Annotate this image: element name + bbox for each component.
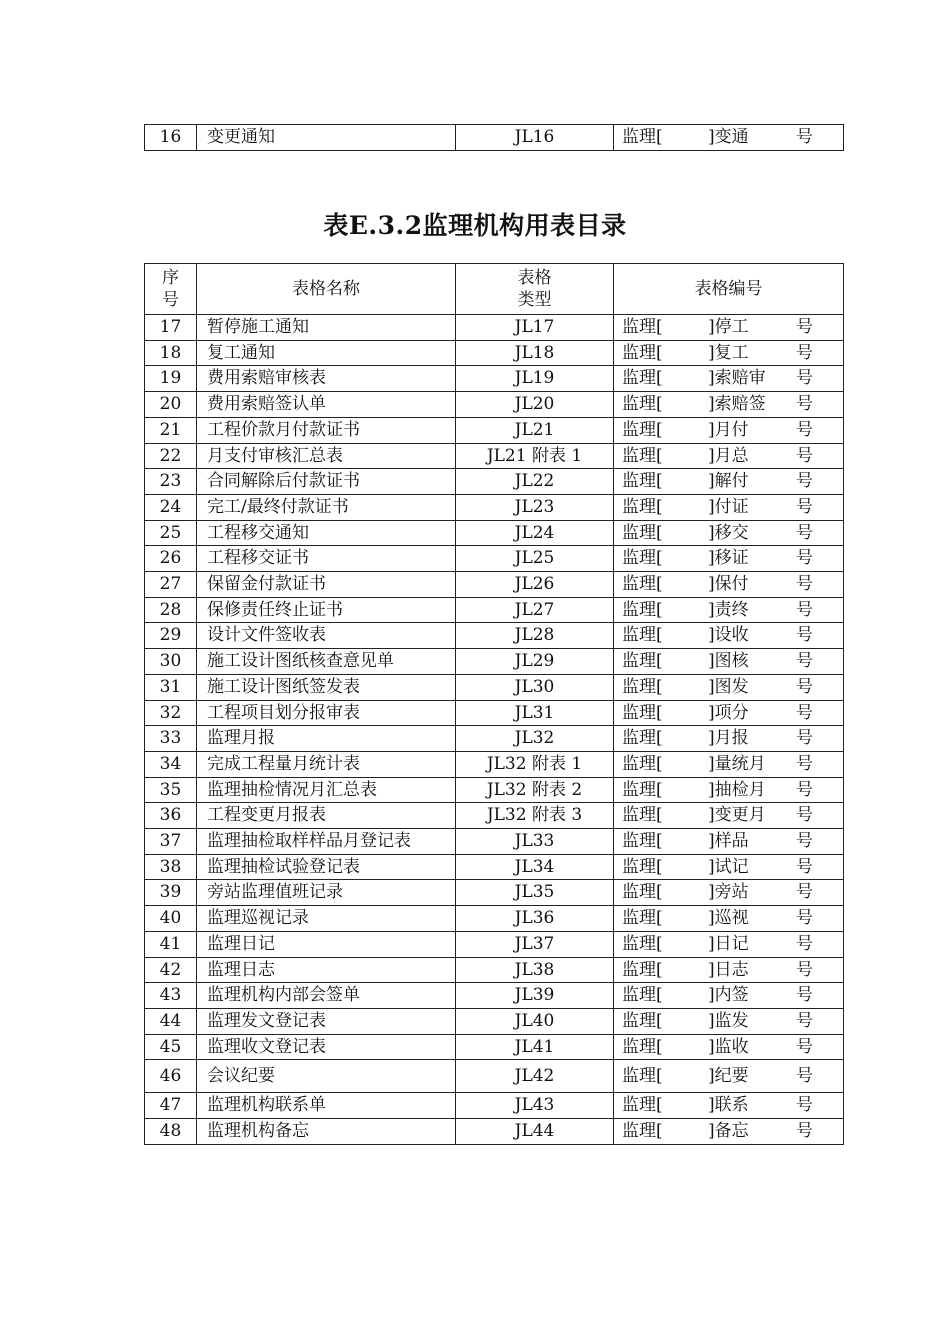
form-code-prefix: 监理[ <box>622 985 663 1006</box>
form-code <box>614 700 844 726</box>
form-code-abbr: ]日志 <box>708 959 749 980</box>
form-name: 复工通知 <box>197 340 456 366</box>
form-code-abbr: ]监收 <box>708 1036 749 1057</box>
form-code-suffix: 号 <box>796 676 813 697</box>
form-code-prefix: 监理[ <box>622 394 663 415</box>
form-type: JL28 <box>456 623 614 649</box>
form-code <box>614 520 844 546</box>
form-code-suffix: 号 <box>796 127 813 147</box>
form-code-abbr: ]停工 <box>708 317 749 337</box>
form-code-abbr: ]变通 <box>708 127 749 147</box>
header-name-text: 表格名称 <box>292 279 360 299</box>
row-number: 39 <box>145 880 197 906</box>
row-number: 31 <box>145 674 197 700</box>
row-number: 22 <box>145 443 197 469</box>
row-number: 20 <box>145 392 197 418</box>
form-code <box>614 854 844 880</box>
form-type: JL18 <box>456 340 614 366</box>
form-type: JL40 <box>456 1008 614 1034</box>
form-name: 监理日志 <box>197 957 456 983</box>
form-type: JL27 <box>456 597 614 623</box>
form-name: 监理机构备忘 <box>197 1119 456 1145</box>
form-name: 完工/最终付款证书 <box>197 494 456 520</box>
form-code <box>614 1119 844 1145</box>
form-type: JL20 <box>456 392 614 418</box>
form-type: JL30 <box>456 674 614 700</box>
form-code-suffix: 号 <box>796 1066 813 1087</box>
form-code-abbr: ]移交 <box>708 522 749 543</box>
form-code-suffix: 号 <box>796 856 813 877</box>
form-type: JL31 <box>456 700 614 726</box>
form-type: JL32 附表 1 <box>456 751 614 777</box>
form-code-suffix: 号 <box>796 317 813 337</box>
row-number: 21 <box>145 417 197 443</box>
header-number-text: 序 号 <box>162 268 179 310</box>
form-code-prefix: 监理[ <box>622 548 663 569</box>
form-type: JL16 <box>456 125 614 151</box>
form-code-prefix: 监理[ <box>622 702 663 723</box>
header-code <box>614 264 844 315</box>
form-name: 工程价款月付款证书 <box>197 417 456 443</box>
table-row <box>145 777 844 803</box>
form-name: 设计文件签收表 <box>197 623 456 649</box>
table-row <box>145 983 844 1009</box>
form-name: 费用索赔签认单 <box>197 392 456 418</box>
previous-table-fragment <box>144 124 844 151</box>
form-code-prefix: 监理[ <box>622 574 663 595</box>
row-number: 24 <box>145 494 197 520</box>
form-code <box>614 983 844 1009</box>
row-number: 25 <box>145 520 197 546</box>
form-code-abbr: ]变更月 <box>708 805 766 826</box>
form-type: JL29 <box>456 649 614 675</box>
form-name: 工程移交证书 <box>197 546 456 572</box>
row-number: 29 <box>145 623 197 649</box>
form-code-suffix: 号 <box>796 342 813 363</box>
form-name: 月支付审核汇总表 <box>197 443 456 469</box>
form-name: 监理巡视记录 <box>197 906 456 932</box>
form-name: 旁站监理值班记录 <box>197 880 456 906</box>
form-code-abbr: ]试记 <box>708 856 749 877</box>
row-number: 37 <box>145 829 197 855</box>
form-code <box>614 726 844 752</box>
form-code-prefix: 监理[ <box>622 625 663 646</box>
row-number: 17 <box>145 315 197 341</box>
form-code-abbr: ]保付 <box>708 574 749 595</box>
table-title: 表E.3.2监理机构用表目录 <box>323 211 627 240</box>
row-number: 48 <box>145 1119 197 1145</box>
form-type: JL32 <box>456 726 614 752</box>
row-number: 44 <box>145 1008 197 1034</box>
table-row <box>145 340 844 366</box>
form-code-suffix: 号 <box>796 522 813 543</box>
form-code <box>614 829 844 855</box>
table-row <box>145 417 844 443</box>
form-code-abbr: ]移证 <box>708 548 749 569</box>
form-name: 合同解除后付款证书 <box>197 469 456 495</box>
form-code-prefix: 监理[ <box>622 728 663 749</box>
form-code-suffix: 号 <box>796 1121 813 1142</box>
form-code-suffix: 号 <box>796 959 813 980</box>
form-type: JL32 附表 2 <box>456 777 614 803</box>
form-code <box>614 392 844 418</box>
form-code-suffix: 号 <box>796 574 813 595</box>
form-name: 会议纪要 <box>197 1060 456 1093</box>
table-row <box>145 125 844 151</box>
form-code-prefix: 监理[ <box>622 496 663 517</box>
row-number: 18 <box>145 340 197 366</box>
table-row <box>145 494 844 520</box>
form-name: 监理收文登记表 <box>197 1034 456 1060</box>
form-code <box>614 803 844 829</box>
form-name: 监理机构联系单 <box>197 1093 456 1119</box>
form-name: 保留金付款证书 <box>197 572 456 598</box>
form-code-abbr: ]量统月 <box>708 753 766 774</box>
form-code-abbr: ]付证 <box>708 496 749 517</box>
form-code-prefix: 监理[ <box>622 805 663 826</box>
row-number: 40 <box>145 906 197 932</box>
form-code-abbr: ]巡视 <box>708 908 749 929</box>
form-type: JL24 <box>456 520 614 546</box>
form-type: JL44 <box>456 1119 614 1145</box>
table-row <box>145 443 844 469</box>
table-row <box>145 597 844 623</box>
form-code <box>614 315 844 341</box>
form-name: 监理抽检取样样品月登记表 <box>197 829 456 855</box>
form-name: 暂停施工通知 <box>197 315 456 341</box>
form-code-prefix: 监理[ <box>622 1010 663 1031</box>
form-code-suffix: 号 <box>796 1095 813 1116</box>
form-type: JL41 <box>456 1034 614 1060</box>
form-code-abbr: ]责终 <box>708 599 749 620</box>
form-code-prefix: 监理[ <box>622 1095 663 1116</box>
form-name: 监理抽检情况月汇总表 <box>197 777 456 803</box>
form-name: 变更通知 <box>197 125 456 151</box>
form-type: JL37 <box>456 931 614 957</box>
table-row <box>145 803 844 829</box>
form-name: 施工设计图纸核查意见单 <box>197 649 456 675</box>
row-number: 19 <box>145 366 197 392</box>
form-code-abbr: ]图发 <box>708 676 749 697</box>
form-type: JL26 <box>456 572 614 598</box>
form-code <box>614 649 844 675</box>
form-name: 工程项目划分报审表 <box>197 700 456 726</box>
form-name: 保修责任终止证书 <box>197 597 456 623</box>
form-code-abbr: ]月总 <box>708 445 749 466</box>
table-row <box>145 906 844 932</box>
form-code <box>614 469 844 495</box>
form-type: JL17 <box>456 315 614 341</box>
form-code-prefix: 监理[ <box>622 933 663 954</box>
row-number: 41 <box>145 931 197 957</box>
form-name: 工程变更月报表 <box>197 803 456 829</box>
form-code-abbr: ]日记 <box>708 933 749 954</box>
table-row <box>145 469 844 495</box>
row-number: 35 <box>145 777 197 803</box>
form-code <box>614 1093 844 1119</box>
form-code <box>614 931 844 957</box>
form-code <box>614 623 844 649</box>
form-code-prefix: 监理[ <box>622 317 663 337</box>
form-code-abbr: ]项分 <box>708 702 749 723</box>
table-row <box>145 854 844 880</box>
form-code-abbr: ]旁站 <box>708 882 749 903</box>
form-code-suffix: 号 <box>796 471 813 492</box>
table-row <box>145 520 844 546</box>
form-code <box>614 1008 844 1034</box>
form-code-suffix: 号 <box>796 548 813 569</box>
form-name: 监理日记 <box>197 931 456 957</box>
form-code-suffix: 号 <box>796 625 813 646</box>
form-code-abbr: ]月付 <box>708 419 749 440</box>
form-name: 工程移交通知 <box>197 520 456 546</box>
form-code-suffix: 号 <box>796 753 813 774</box>
form-code-suffix: 号 <box>796 445 813 466</box>
form-code-abbr: ]图核 <box>708 651 749 672</box>
form-code-suffix: 号 <box>796 368 813 389</box>
row-number: 38 <box>145 854 197 880</box>
form-code <box>614 546 844 572</box>
form-code-abbr: ]设收 <box>708 625 749 646</box>
form-code <box>614 494 844 520</box>
form-code <box>614 125 844 151</box>
form-code-suffix: 号 <box>796 882 813 903</box>
form-name: 监理发文登记表 <box>197 1008 456 1034</box>
form-type: JL34 <box>456 854 614 880</box>
form-code-abbr: ]联系 <box>708 1095 749 1116</box>
form-type: JL33 <box>456 829 614 855</box>
form-type: JL25 <box>456 546 614 572</box>
form-code <box>614 751 844 777</box>
form-code <box>614 340 844 366</box>
form-code <box>614 906 844 932</box>
form-code-prefix: 监理[ <box>622 831 663 852</box>
form-code <box>614 417 844 443</box>
form-code-abbr: ]抽检月 <box>708 779 766 800</box>
form-type: JL21 附表 1 <box>456 443 614 469</box>
form-code <box>614 597 844 623</box>
form-code-prefix: 监理[ <box>622 599 663 620</box>
form-code-prefix: 监理[ <box>622 471 663 492</box>
form-code <box>614 1034 844 1060</box>
table-header-row <box>145 264 844 315</box>
form-code <box>614 443 844 469</box>
form-code-abbr: ]样品 <box>708 831 749 852</box>
form-code-prefix: 监理[ <box>622 779 663 800</box>
form-name: 监理抽检试验登记表 <box>197 854 456 880</box>
form-code-suffix: 号 <box>796 908 813 929</box>
table-row <box>145 366 844 392</box>
form-code-suffix: 号 <box>796 394 813 415</box>
form-code-prefix: 监理[ <box>622 882 663 903</box>
form-code-prefix: 监理[ <box>622 445 663 466</box>
forms-catalog-table <box>144 263 844 1145</box>
form-code-abbr: ]监发 <box>708 1010 749 1031</box>
table-row <box>145 700 844 726</box>
form-type: JL19 <box>456 366 614 392</box>
row-number: 23 <box>145 469 197 495</box>
row-number: 34 <box>145 751 197 777</box>
row-number: 43 <box>145 983 197 1009</box>
row-number: 45 <box>145 1034 197 1060</box>
form-name: 监理机构内部会签单 <box>197 983 456 1009</box>
form-code <box>614 777 844 803</box>
form-code-prefix: 监理[ <box>622 856 663 877</box>
form-code-prefix: 监理[ <box>622 908 663 929</box>
row-number: 32 <box>145 700 197 726</box>
row-number: 26 <box>145 546 197 572</box>
form-code-suffix: 号 <box>796 599 813 620</box>
table-row <box>145 751 844 777</box>
form-code-suffix: 号 <box>796 805 813 826</box>
form-code-abbr: ]月报 <box>708 728 749 749</box>
form-type: JL39 <box>456 983 614 1009</box>
row-number: 42 <box>145 957 197 983</box>
table-row <box>145 315 844 341</box>
form-type: JL43 <box>456 1093 614 1119</box>
table-row <box>145 829 844 855</box>
table-row <box>145 931 844 957</box>
form-type: JL42 <box>456 1060 614 1093</box>
form-name: 施工设计图纸签发表 <box>197 674 456 700</box>
form-type: JL38 <box>456 957 614 983</box>
table-row <box>145 674 844 700</box>
form-code <box>614 366 844 392</box>
row-number: 46 <box>145 1060 197 1093</box>
form-code-prefix: 监理[ <box>622 959 663 980</box>
row-number: 33 <box>145 726 197 752</box>
table-row <box>145 546 844 572</box>
form-code-suffix: 号 <box>796 728 813 749</box>
form-code-suffix: 号 <box>796 419 813 440</box>
table-row <box>145 1034 844 1060</box>
form-code-prefix: 监理[ <box>622 753 663 774</box>
table-row <box>145 392 844 418</box>
form-code-suffix: 号 <box>796 985 813 1006</box>
table-row <box>145 880 844 906</box>
form-code-abbr: ]纪要 <box>708 1066 749 1087</box>
form-code <box>614 1060 844 1093</box>
header-code-text: 表格编号 <box>694 279 763 299</box>
form-code-abbr: ]索赔审 <box>708 368 766 389</box>
form-code-abbr: ]复工 <box>708 342 749 363</box>
form-code <box>614 572 844 598</box>
table-row <box>145 957 844 983</box>
form-code-prefix: 监理[ <box>622 651 663 672</box>
row-number: 28 <box>145 597 197 623</box>
form-code-prefix: 监理[ <box>622 1036 663 1057</box>
form-type: JL35 <box>456 880 614 906</box>
form-code <box>614 880 844 906</box>
header-type-text: 表格 类型 <box>517 268 552 310</box>
table-row <box>145 623 844 649</box>
table-row <box>145 1060 844 1093</box>
form-type: JL21 <box>456 417 614 443</box>
form-code <box>614 674 844 700</box>
header-number <box>145 264 197 315</box>
form-code-prefix: 监理[ <box>622 522 663 543</box>
form-code-prefix: 监理[ <box>622 368 663 389</box>
table-row <box>145 1093 844 1119</box>
row-number: 30 <box>145 649 197 675</box>
row-number: 27 <box>145 572 197 598</box>
row-number: 36 <box>145 803 197 829</box>
form-code-abbr: ]索赔签 <box>708 394 766 415</box>
table-row <box>145 726 844 752</box>
form-code-suffix: 号 <box>796 496 813 517</box>
form-code-prefix: 监理[ <box>622 419 663 440</box>
form-code-abbr: ]内签 <box>708 985 749 1006</box>
form-code-prefix: 监理[ <box>622 1066 663 1087</box>
form-code-suffix: 号 <box>796 933 813 954</box>
form-type: JL23 <box>456 494 614 520</box>
form-code-suffix: 号 <box>796 831 813 852</box>
table-row <box>145 1008 844 1034</box>
form-code-suffix: 号 <box>796 1036 813 1057</box>
form-code-prefix: 监理[ <box>622 1121 663 1142</box>
form-code-prefix: 监理[ <box>622 676 663 697</box>
form-name: 费用索赔审核表 <box>197 366 456 392</box>
form-name: 监理月报 <box>197 726 456 752</box>
row-number: 47 <box>145 1093 197 1119</box>
form-code-prefix: 监理[ <box>622 127 663 147</box>
header-type <box>456 264 614 315</box>
table-row <box>145 649 844 675</box>
table-row <box>145 1119 844 1145</box>
form-name: 完成工程量月统计表 <box>197 751 456 777</box>
form-code-suffix: 号 <box>796 702 813 723</box>
form-code-suffix: 号 <box>796 651 813 672</box>
form-code-abbr: ]解付 <box>708 471 749 492</box>
form-type: JL36 <box>456 906 614 932</box>
form-type: JL22 <box>456 469 614 495</box>
form-code-prefix: 监理[ <box>622 342 663 363</box>
row-number: 16 <box>145 125 197 151</box>
form-code-abbr: ]备忘 <box>708 1121 749 1142</box>
form-code-suffix: 号 <box>796 779 813 800</box>
form-type: JL32 附表 3 <box>456 803 614 829</box>
table-row <box>145 572 844 598</box>
header-name <box>197 264 456 315</box>
form-code-suffix: 号 <box>796 1010 813 1031</box>
form-code <box>614 957 844 983</box>
